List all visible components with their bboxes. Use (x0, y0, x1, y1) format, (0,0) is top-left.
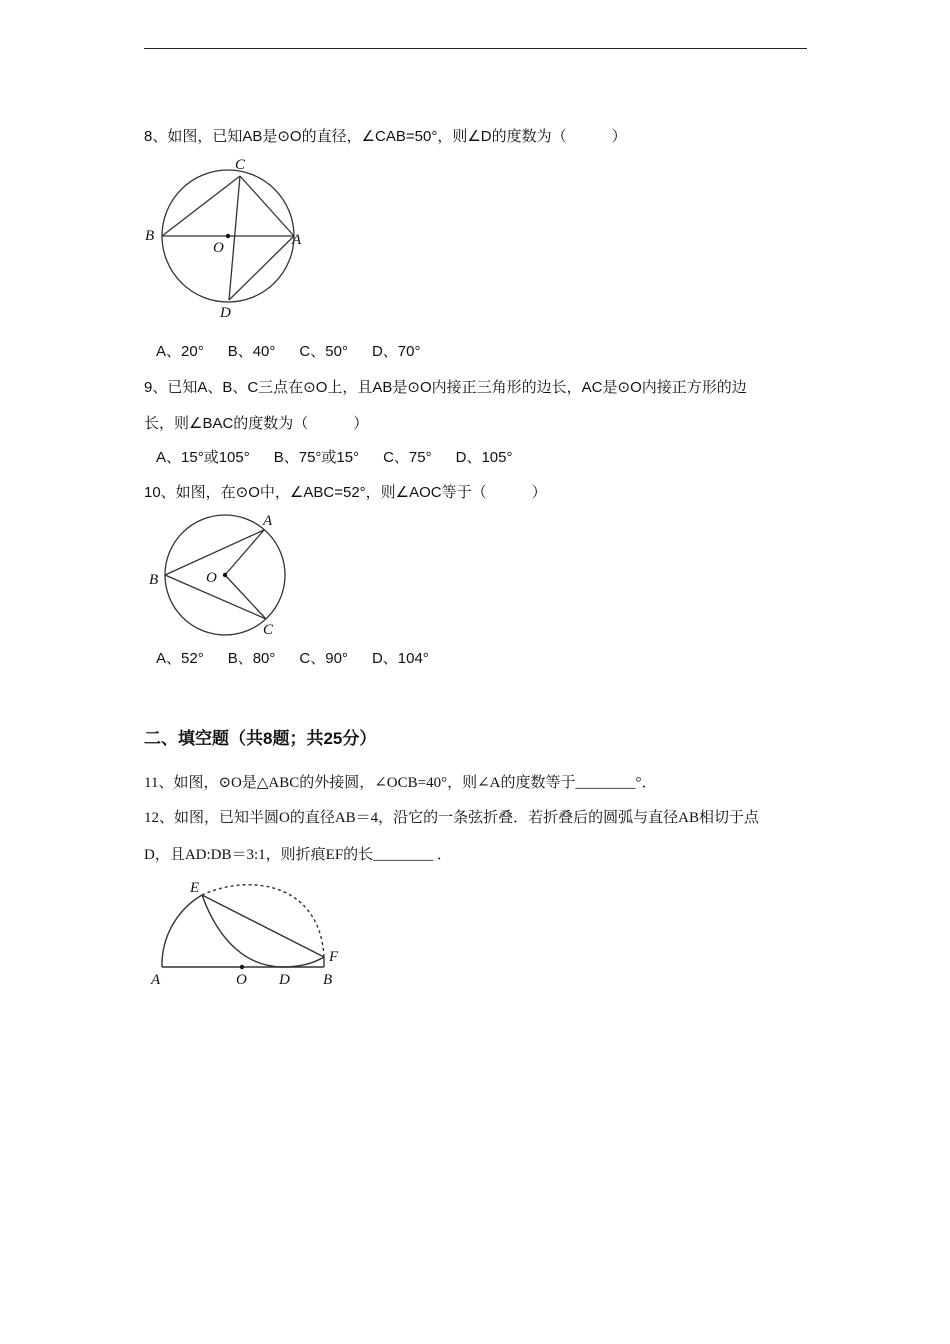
q8-figure (140, 152, 320, 324)
q8-chord-cd (229, 176, 240, 300)
section-heading: 二、填空题（共8题；共25分） (144, 729, 377, 748)
q8-chord-ca (240, 176, 294, 236)
q8-chord-ad (229, 236, 294, 300)
q8-options (156, 342, 420, 362)
q8-label-b: B (145, 228, 155, 244)
q12-dashed-arc (202, 885, 324, 957)
header-rule (144, 48, 807, 49)
q9-option-c: C、75° (383, 449, 432, 466)
q8-center-dot (226, 234, 230, 238)
q10-label-b: B (149, 572, 159, 588)
q12-label-o: O (236, 972, 247, 988)
q9-option-d: D、105° (455, 449, 513, 466)
q8-label-c: C (235, 157, 246, 173)
q10-stem: 10、如图，在⊙O中，∠ABC=52°，则∠AOC等于（ ） (144, 484, 547, 501)
q8-label-a: A (292, 232, 302, 248)
q8-label-d: D (220, 305, 231, 321)
q12-folded-arc (202, 895, 324, 967)
q10-radius-oa (225, 530, 264, 575)
q8-label-o: O (213, 240, 224, 256)
q10-label-c: C (263, 622, 274, 638)
q10-label-o: O (206, 570, 217, 586)
q10-figure (140, 508, 300, 640)
q10-center-dot (223, 573, 227, 577)
q10-option-b: B、80° (227, 650, 276, 667)
q9-options (156, 448, 512, 468)
q12-label-f: F (329, 949, 339, 965)
q12-label-a: A (151, 972, 161, 988)
q10-label-a: A (263, 513, 273, 529)
q12-figure (140, 875, 350, 995)
q8-option-a: A、20° (156, 343, 204, 360)
q8-chord-bc (162, 176, 240, 236)
q8-option-c: C、50° (299, 343, 348, 360)
q10-option-c: C、90° (299, 650, 348, 667)
q8-option-b: B、40° (227, 343, 276, 360)
q9-stem-line2: 长，则∠BAC的度数为（ ） (144, 415, 369, 432)
q12-stem-line2: D，且AD:DB＝3:1，则折痕EF的长________ ． (144, 847, 452, 863)
q12-label-d: D (279, 972, 290, 988)
q11-stem: 11、如图，⊙O是△ABC的外接圆，∠OCB=40°，则∠A的度数等于________°． (144, 775, 657, 791)
q9-option-a: A、15°或105° (156, 449, 250, 466)
q12-semicircle-arc (162, 895, 202, 967)
q10-option-d: D、104° (371, 650, 429, 667)
q10-option-a: A、52° (156, 650, 204, 667)
q9-stem-line1: 9、已知A、B、C三点在⊙O上，且AB是⊙O内接正三角形的边长，AC是⊙O内接正方形的边 (144, 379, 747, 396)
q12-label-b: B (323, 972, 333, 988)
q12-center-dot (240, 965, 244, 969)
q9-option-b: B、75°或15° (273, 449, 360, 466)
q10-options (156, 649, 429, 669)
q8-option-d: D、70° (371, 343, 421, 360)
q8-stem: 8、如图，已知AB是⊙O的直径，∠CAB=50°，则∠D的度数为（ ） (144, 128, 627, 145)
q10-radius-oc (225, 575, 266, 619)
q12-chord-ef (202, 895, 324, 957)
q10-chord-ba (165, 530, 264, 575)
q12-stem-line1: 12、如图，已知半圆O的直径AB＝4，沿它的一条弦折叠．若折叠后的圆弧与直径AB相切于点 (144, 810, 760, 826)
q12-label-e: E (190, 880, 200, 896)
